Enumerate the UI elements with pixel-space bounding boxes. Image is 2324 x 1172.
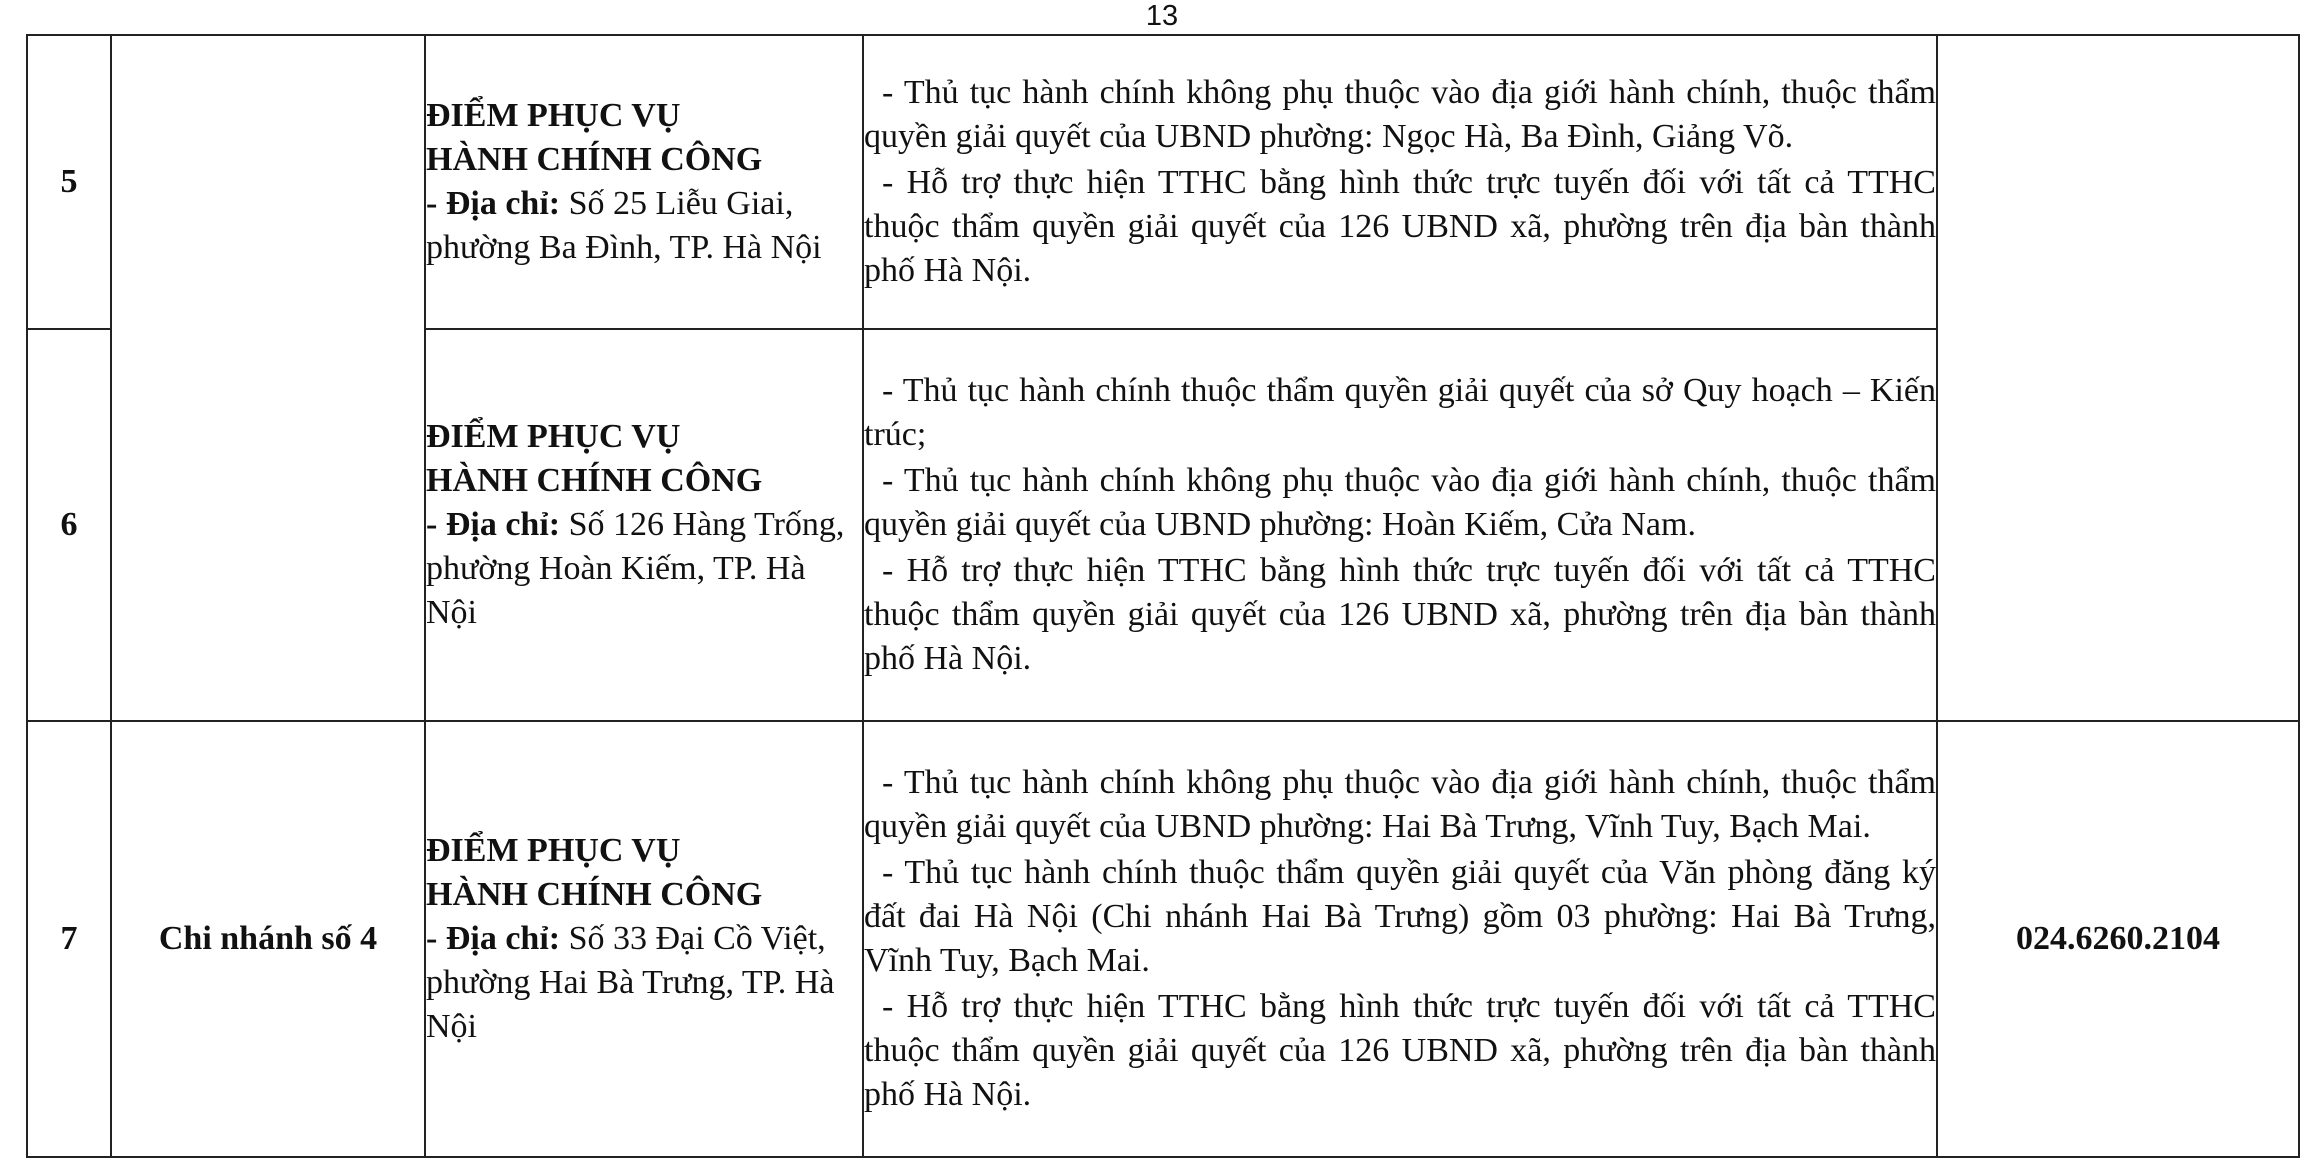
service-point-cell bbox=[425, 329, 863, 721]
service-point-cell bbox=[425, 721, 863, 1157]
service-point-cell bbox=[425, 35, 863, 329]
row-number: 7 bbox=[27, 721, 111, 1157]
phone-cell-empty bbox=[1937, 35, 2299, 721]
branch-cell-empty bbox=[111, 35, 425, 721]
row-number: 5 bbox=[27, 35, 111, 329]
table-row bbox=[27, 35, 2299, 329]
address-text: Số 33 Đại Cồ Việt, phường Hai Bà Trưng, TP. Hà Nội bbox=[426, 920, 835, 1045]
service-point-title: ĐIỂM PHỤC VỤ bbox=[426, 97, 681, 134]
address-label: - Địa chỉ: bbox=[426, 920, 561, 957]
scope-item: - Thủ tục hành chính thuộc thẩm quyền giải quyết của Văn phòng đăng ký đất đai Hà Nội (Chi nhánh Hai Bà Trưng) gồm 03 phường: Hai Bà Trưng, Vĩnh Tuy, Bạch Mai. bbox=[864, 854, 1936, 979]
address-text: Số 25 Liễu Giai, phường Ba Đình, TP. Hà Nội bbox=[426, 185, 822, 266]
scope-item: - Thủ tục hành chính không phụ thuộc vào địa giới hành chính, thuộc thẩm quyền giải quyết của UBND phường: Ngọc Hà, Ba Đình, Giảng Võ. bbox=[864, 74, 1936, 155]
address-label: - Địa chỉ: bbox=[426, 185, 561, 222]
scope-item: - Thủ tục hành chính thuộc thẩm quyền giải quyết của sở Quy hoạch – Kiến trúc; bbox=[864, 372, 1936, 453]
row-number: 6 bbox=[27, 329, 111, 721]
table-row bbox=[27, 721, 2299, 1157]
scope-cell bbox=[863, 35, 1937, 329]
address-label: - Địa chỉ: bbox=[426, 506, 561, 543]
branch-name: Chi nhánh số 4 bbox=[111, 721, 425, 1157]
scope-item: - Hỗ trợ thực hiện TTHC bằng hình thức trực tuyến đối với tất cả TTHC thuộc thẩm quyền giải quyết của 126 UBND xã, phường trên địa bàn thành phố Hà Nội. bbox=[864, 164, 1936, 289]
scope-cell bbox=[863, 721, 1937, 1157]
page-number: 13 bbox=[1145, 0, 1179, 32]
address-text: Số 126 Hàng Trống, phường Hoàn Kiếm, TP. Hà Nội bbox=[426, 506, 845, 631]
service-point-title: HÀNH CHÍNH CÔNG bbox=[426, 462, 763, 499]
service-point-title: ĐIỂM PHỤC VỤ bbox=[426, 418, 681, 455]
service-point-title: HÀNH CHÍNH CÔNG bbox=[426, 876, 763, 913]
scope-item: - Hỗ trợ thực hiện TTHC bằng hình thức trực tuyến đối với tất cả TTHC thuộc thẩm quyền giải quyết của 126 UBND xã, phường trên địa bàn thành phố Hà Nội. bbox=[864, 988, 1936, 1113]
phone-number: 024.6260.2104 bbox=[1937, 721, 2299, 1157]
service-points-table bbox=[26, 34, 2300, 1158]
scope-item: - Thủ tục hành chính không phụ thuộc vào địa giới hành chính, thuộc thẩm quyền giải quyết của UBND phường: Hai Bà Trưng, Vĩnh Tuy, Bạch Mai. bbox=[864, 764, 1936, 845]
scope-item: - Hỗ trợ thực hiện TTHC bằng hình thức trực tuyến đối với tất cả TTHC thuộc thẩm quyền giải quyết của 126 UBND xã, phường trên địa bàn thành phố Hà Nội. bbox=[864, 552, 1936, 677]
service-point-title: ĐIỂM PHỤC VỤ bbox=[426, 832, 681, 869]
service-point-title: HÀNH CHÍNH CÔNG bbox=[426, 141, 763, 178]
scope-item: - Thủ tục hành chính không phụ thuộc vào địa giới hành chính, thuộc thẩm quyền giải quyết của UBND phường: Hoàn Kiếm, Cửa Nam. bbox=[864, 462, 1936, 543]
scope-cell bbox=[863, 329, 1937, 721]
